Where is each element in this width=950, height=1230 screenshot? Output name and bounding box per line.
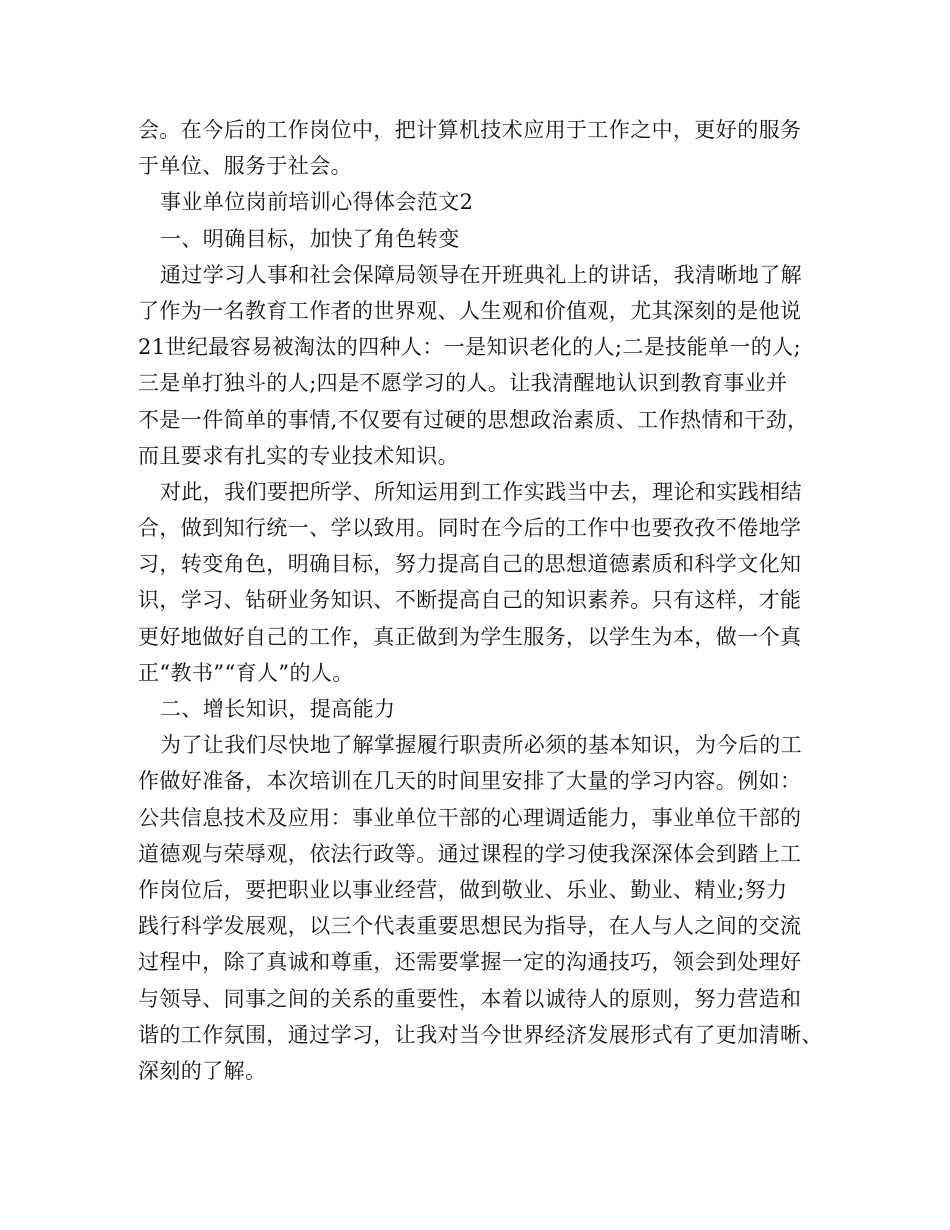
text-line: 三是单打独斗的人;四是不愿学习的人。让我清醒地认识到教育事业并: [138, 371, 788, 396]
text-line: 对此，我们要把所学、所知运用到工作实践当中去，理论和实践相结: [160, 479, 802, 504]
text-line: 21世纪最容易被淘汰的四种人：一是知识老化的人;二是技能单一的人;: [138, 335, 802, 360]
text-line: 合，做到知行统一、学以致用。同时在今后的工作中也要孜孜不倦地学: [138, 516, 802, 541]
text-line: 作岗位后，要把职业以事业经营，做到敬业、乐业、勤业、精业;努力: [138, 877, 788, 902]
text-line: 正“教书”“育人”的人。: [138, 660, 354, 685]
text-line: 践行科学发展观，以三个代表重要思想民为指导，在人与人之间的交流: [138, 914, 802, 939]
text-line: 习，转变角色，明确目标，努力提高自己的思想道德素质和科学文化知: [138, 552, 802, 577]
text-line: 了作为一名教育工作者的世界观、人生观和价值观，尤其深刻的是他说: [138, 298, 802, 323]
text-line: 通过学习人事和社会保障局领导在开班典礼上的讲话，我清晰地了解: [160, 262, 802, 287]
text-line: 事业单位岗前培训心得体会范文2: [160, 190, 474, 215]
text-line: 一、明确目标，加快了角色转变: [160, 226, 460, 251]
text-line: 公共信息技术及应用：事业单位干部的心理调适能力，事业单位干部的: [138, 805, 802, 830]
document-body: [138, 112, 828, 1089]
text-line: 谐的工作氛围，通过学习，让我对当今世界经济发展形式有了更加清晰、: [138, 1022, 823, 1047]
text-line: 过程中，除了真诚和尊重，还需要掌握一定的沟通技巧，领会到处理好: [138, 950, 802, 975]
text-line: 会。在今后的工作岗位中，把计算机技术应用于工作之中，更好的服务: [138, 118, 802, 142]
text-line: 道德观与荣辱观，依法行政等。通过课程的学习使我深深体会到踏上工: [138, 841, 802, 866]
text-line: 于单位、服务于社会。: [138, 154, 352, 179]
text-line: 而且要求有扎实的专业技术知识。: [138, 443, 459, 468]
text-line: 与领导、同事之间的关系的重要性，本着以诚待人的原则，努力营造和: [138, 986, 802, 1011]
text-line: 不是一件简单的事情,不仅要有过硬的思想政治素质、工作热情和干劲，: [138, 407, 809, 432]
text-line: 识，学习、钻研业务知识、不断提高自己的知识素养。只有这样，才能: [138, 588, 802, 613]
text-line: 作做好准备，本次培训在几天的时间里安排了大量的学习内容。例如：: [138, 769, 802, 794]
text-line: 二、增长知识，提高能力: [160, 697, 396, 721]
text-line: 深刻的了解。: [138, 1058, 267, 1083]
text-line: 更好地做好自己的工作，真正做到为学生服务，以学生为本，做一个真: [138, 624, 802, 649]
text-line: 为了让我们尽快地了解掌握履行职责所必须的基本知识，为今后的工: [160, 733, 802, 758]
